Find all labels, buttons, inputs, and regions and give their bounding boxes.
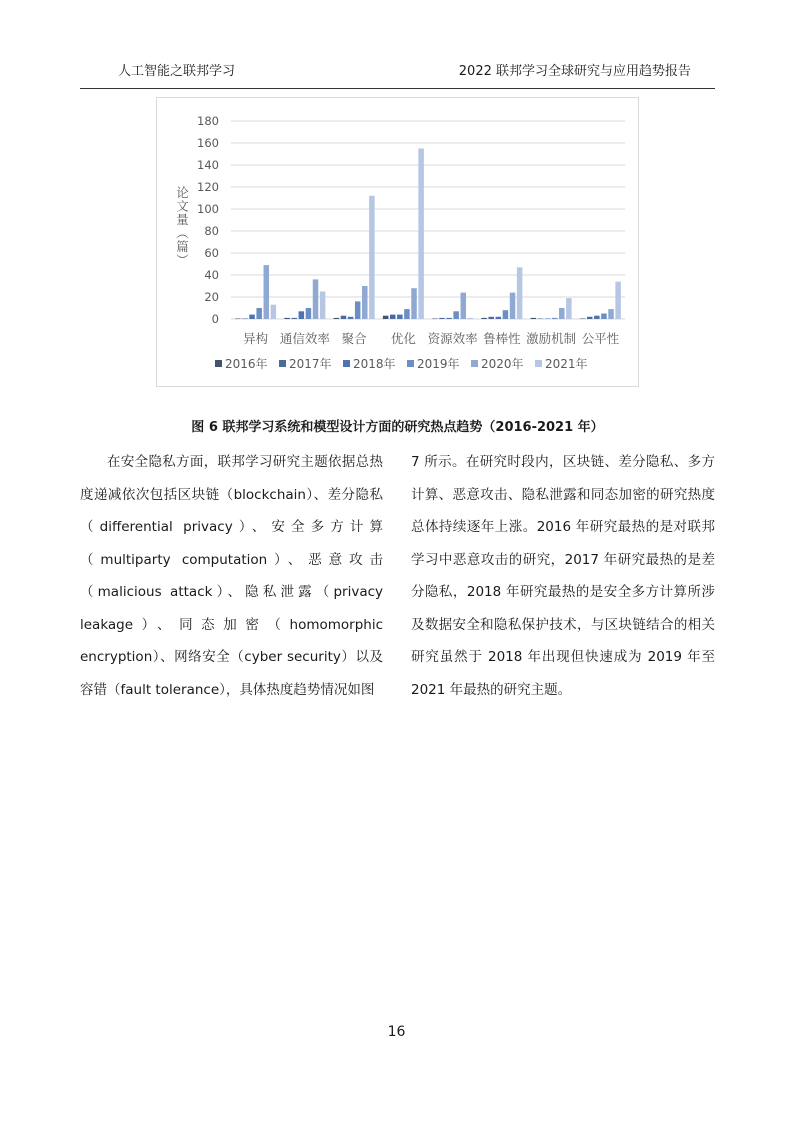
bar [397, 315, 403, 319]
bar [235, 319, 241, 320]
bar [404, 309, 410, 319]
bar [446, 318, 452, 319]
y-tick-label: 180 [197, 114, 219, 128]
bar [559, 308, 565, 319]
bar [453, 311, 459, 319]
running-header-left: 人工智能之联邦学习 [118, 64, 236, 79]
bar [313, 279, 319, 319]
bar [418, 149, 424, 320]
legend-label: 2021年 [545, 357, 588, 371]
page-number: 16 [387, 1024, 406, 1040]
bar [481, 318, 487, 319]
bar [306, 308, 312, 319]
bar [242, 319, 248, 320]
bar [362, 286, 368, 319]
legend-label: 2020年 [481, 357, 524, 371]
chart-frame [156, 97, 639, 387]
y-tick-label: 20 [204, 290, 219, 304]
bar [432, 319, 438, 320]
x-tick-label: 异构 [243, 331, 269, 346]
bar [383, 316, 389, 319]
bar [608, 309, 614, 319]
legend-label: 2018年 [353, 357, 396, 371]
bar [587, 317, 593, 319]
bar [256, 308, 262, 319]
body-paragraph-right: 7 所示。在研究时段内，区块链、差分隐私、多方计算、恶意攻击、隐私泄露和同态加密的研究热度总体持续逐年上涨。2016 年研究最热的是对联邦学习中恶意攻击的研究，2017 年研究最热的是差分隐私，2018 年研究最热的是安全多方计算所涉及数据安全和隐私保护技术，与区块链结合的相关研究虽然于 2018 年出现但快速成为 2019 年至 2021 年最热的研究主题。 [411, 454, 715, 698]
bar [355, 301, 361, 319]
body-paragraph-left: 在安全隐私方面，联邦学习研究主题依据总热度递减依次包括区块链（blockchain）、差分隐私（differential privacy）、安全多方计算（multiparty computation）、恶意攻击（malicious attack）、隐私泄露（privacy leakage）、同态加密（homomorphic encryption）、网络安全（cyber security）以及容错（fault tolerance），具体热度趋势情况如图 [80, 454, 383, 698]
body-column-left [80, 446, 383, 706]
y-axis-label: 论文量（篇） [174, 186, 190, 267]
bar [461, 293, 467, 319]
bar [594, 316, 600, 319]
y-tick-label: 160 [197, 136, 219, 150]
legend-swatch [343, 360, 350, 367]
bar [510, 293, 516, 319]
bar [271, 305, 277, 319]
header-rule [80, 88, 715, 89]
y-tick-label: 0 [211, 312, 219, 326]
bar [348, 317, 354, 319]
x-tick-label: 鲁棒性 [483, 331, 521, 346]
bar [601, 314, 607, 320]
x-tick-label: 公平性 [581, 331, 620, 346]
y-tick-label: 100 [197, 202, 219, 216]
legend-swatch [215, 360, 222, 367]
bar [390, 315, 396, 319]
bar [249, 315, 255, 319]
bar [284, 318, 290, 319]
legend-swatch [535, 360, 542, 367]
bar [552, 318, 558, 319]
x-tick-label: 通信效率 [279, 331, 330, 346]
bar [468, 318, 474, 319]
running-header-right: 2022 联邦学习全球研究与应用趋势报告 [458, 64, 691, 79]
bar [488, 317, 494, 319]
bar [566, 298, 572, 319]
bar [411, 288, 417, 319]
bar-chart [157, 98, 640, 388]
y-tick-label: 80 [204, 224, 219, 238]
figure-caption: 图 6 联邦学习系统和模型设计方面的研究热点趋势（2016-2021 年） [191, 420, 604, 435]
bar [264, 265, 270, 319]
y-tick-label: 140 [197, 158, 219, 172]
bar [299, 311, 305, 319]
legend-swatch [279, 360, 286, 367]
bar [545, 319, 551, 320]
legend-label: 2017年 [289, 357, 332, 371]
legend-label: 2016年 [225, 357, 268, 371]
bar [580, 319, 586, 320]
legend-swatch [407, 360, 414, 367]
x-tick-label: 聚合 [341, 331, 367, 346]
bar [291, 318, 297, 319]
y-tick-label: 120 [197, 180, 219, 194]
x-tick-label: 激励机制 [526, 331, 577, 346]
body-column-right [411, 446, 715, 706]
bar [496, 317, 502, 319]
bar [369, 196, 375, 319]
bar [439, 318, 445, 319]
bar [320, 292, 326, 320]
bar [334, 318, 340, 319]
y-tick-label: 60 [204, 246, 219, 260]
x-tick-label: 优化 [390, 331, 416, 346]
bar [517, 267, 523, 319]
legend-label: 2019年 [417, 357, 460, 371]
bar [615, 282, 621, 319]
bar [531, 318, 537, 319]
bar [538, 319, 544, 320]
y-tick-label: 40 [204, 268, 219, 282]
bar [503, 310, 509, 319]
legend-swatch [471, 360, 478, 367]
x-tick-label: 资源效率 [427, 331, 478, 346]
bar [341, 316, 347, 319]
